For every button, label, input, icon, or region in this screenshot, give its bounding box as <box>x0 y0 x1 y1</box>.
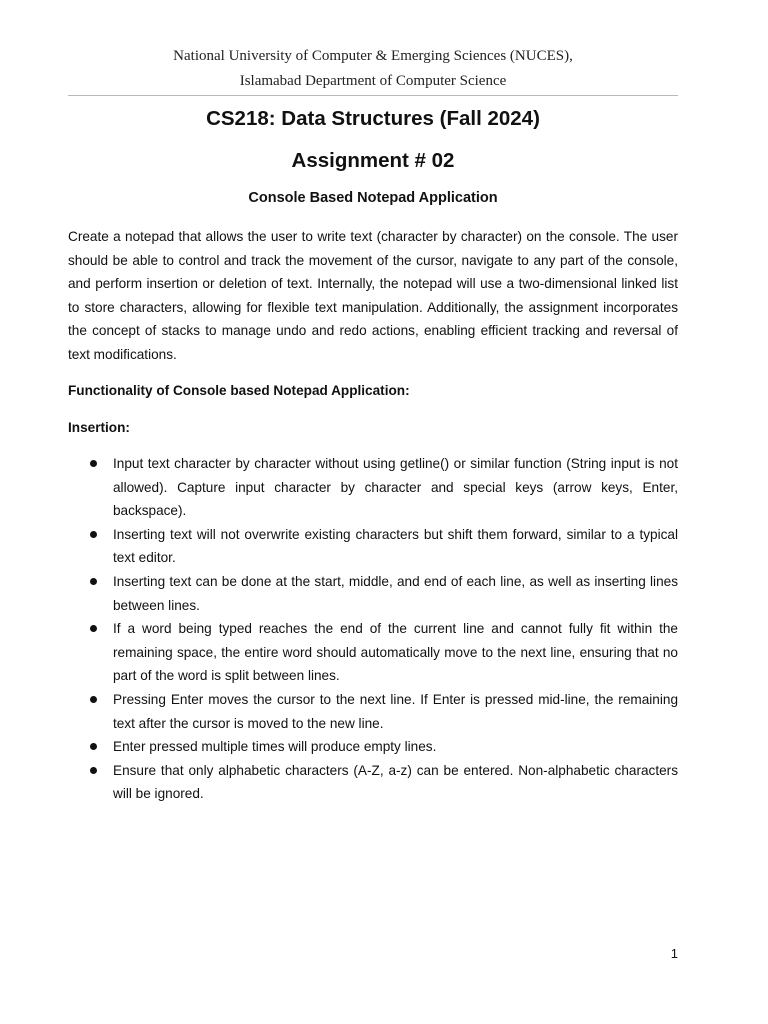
bullet-icon <box>90 578 97 585</box>
list-item <box>68 688 678 735</box>
list-item <box>68 617 678 688</box>
list-item <box>68 735 678 759</box>
header-department: Islamabad Department of Computer Science <box>239 73 507 89</box>
page-number: 1 <box>670 946 678 961</box>
list-item <box>68 523 678 570</box>
assignment-title: Assignment # 02 <box>291 149 455 172</box>
list-item-text: Input text character by character without using getline() or similar function (String input is not allowed). Capture input character by character and special keys (arrow keys, Enter, backspace). <box>113 456 678 519</box>
bullet-icon <box>90 743 97 750</box>
bullet-icon <box>90 625 97 632</box>
insertion-bullet-list <box>68 452 678 806</box>
list-item-text: Inserting text can be done at the start, middle, and end of each line, as well as inserting lines between lines. <box>113 573 678 613</box>
header-divider <box>68 95 678 96</box>
header-university: National University of Computer & Emerging Sciences (NUCES), <box>173 48 573 64</box>
list-item-text: Enter pressed multiple times will produce empty lines. <box>113 739 437 755</box>
list-item-text: If a word being typed reaches the end of the current line and cannot fully fit within the remaining space, the entire word should automatically move to the next line, ensuring that no part of the word is split between lines. <box>113 621 678 684</box>
bullet-icon <box>90 531 97 538</box>
course-title: CS218: Data Structures (Fall 2024) <box>206 107 540 130</box>
list-item <box>68 759 678 806</box>
bullet-icon <box>90 460 97 467</box>
intro-paragraph: Create a notepad that allows the user to write text (character by character) on the console. The user should be able to control and track the movement of the cursor, navigate to any part of the console, and perform insertion or deletion of text. Internally, the notepad will use a two-dimensional linked list to store characters, allowing for flexible text manipulation. Additionally, the assignment incorporates the concept of stacks to manage undo and redo actions, enabling efficient tracking and reversal of text modifications. <box>68 229 678 362</box>
list-item-text: Ensure that only alphabetic characters (A-Z, a-z) can be entered. Non-alphabetic characters will be ignored. <box>113 762 678 802</box>
list-item-text: Pressing Enter moves the cursor to the next line. If Enter is pressed mid-line, the remaining text after the cursor is moved to the new line. <box>113 691 678 731</box>
bullet-icon <box>90 696 97 703</box>
list-item <box>68 570 678 617</box>
document-subtitle: Console Based Notepad Application <box>248 190 498 206</box>
list-item-text: Inserting text will not overwrite existing characters but shift them forward, similar to a typical text editor. <box>113 526 678 566</box>
bullet-icon <box>90 767 97 774</box>
functionality-heading: Functionality of Console based Notepad Application: <box>68 383 410 398</box>
page-header <box>68 44 678 94</box>
list-item <box>68 452 678 523</box>
insertion-heading: Insertion: <box>68 420 130 435</box>
